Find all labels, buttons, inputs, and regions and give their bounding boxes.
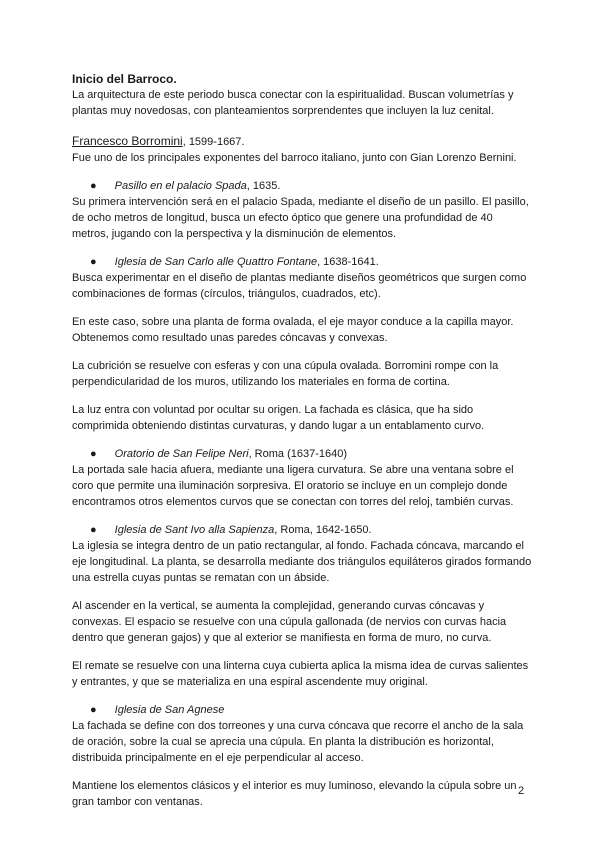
author-dates: , 1599-1667.	[182, 136, 245, 148]
bullet-icon: ●	[90, 524, 97, 536]
work-paragraph: La cubrición se resuelve con esferas y con una cúpula ovalada. Borromini rompe con la perpendicularidad de los muros, utilizando los materiales en forma de cortina.	[72, 360, 499, 388]
work-paragraph: Su primera intervención será en el palacio Spada, mediante el diseño de un pasillo. El pasillo, de ocho metros de longitud, busca un efecto óptico que genere una profundidad de 40 metros, jugando con la perspectiva y la disminución de elementos.	[72, 196, 529, 240]
author-line	[72, 133, 532, 150]
work-title: Iglesia de San Carlo alle Quattro Fontane	[114, 256, 318, 268]
work-details: , 1635.	[246, 180, 281, 192]
work-details: , Roma (1637-1640)	[248, 448, 348, 460]
page-number: 2	[518, 785, 525, 797]
section-heading: Inicio del Barroco.	[72, 72, 177, 86]
work-bullet-item	[72, 178, 532, 194]
bullet-icon: ●	[90, 180, 97, 192]
work-paragraph: En este caso, sobre una planta de forma ovalada, el eje mayor conduce a la capilla mayor. Obtenemos como resultado unas paredes cóncavas y convexas.	[72, 316, 514, 344]
work-paragraph: La iglesia se integra dentro de un patio rectangular, al fondo. Fachada cóncava, marcando el eje longitudinal. La planta, se desarrolla mediante dos triángulos equiláteros girados formando una estrella cuyas puntas se rematan con un ábside.	[72, 540, 532, 584]
work-title: Iglesia de Sant Ivo alla Sapienza	[114, 524, 275, 536]
author-name: Francesco Borromini	[72, 134, 183, 148]
document-page	[72, 71, 532, 822]
intro-paragraph: La arquitectura de este periodo busca conectar con la espiritualidad. Buscan volumetrías y plantas muy novedosas, con planteamientos sorprendentes que incluyen la luz cenital.	[72, 89, 514, 117]
work-title: Pasillo en el palacio Spada	[114, 180, 247, 192]
work-bullet-item	[72, 702, 532, 718]
work-paragraph: La luz entra con voluntad por ocultar su origen. La fachada es clásica, que ha sido comprimida obteniendo distintas curvaturas, y dando lugar a un entablamento curvo.	[72, 404, 485, 432]
work-details: , 1638-1641.	[317, 256, 379, 268]
work-paragraph: Mantiene los elementos clásicos y el interior es muy luminoso, elevando la cúpula sobre un gran tambor con ventanas.	[72, 780, 517, 808]
work-bullet-item	[72, 522, 532, 538]
work-title: Oratorio de San Felipe Neri	[114, 448, 249, 460]
work-paragraph: La fachada se define con dos torreones y una curva cóncava que recorre el ancho de la sala de oración, sobre la cual se aprecia una cúpula. En planta la distribución es horizontal, distribuida principalmente en el eje perpendicular al acceso.	[72, 720, 524, 764]
work-paragraph: La portada sale hacia afuera, mediante una ligera curvatura. Se abre una ventana sobre el coro que permite una iluminación sorpresiva. El oratorio se incluye en un complejo donde encontramos otros elementos curvos que se conectan con torres del reloj, también curvas.	[72, 464, 514, 508]
bullet-icon: ●	[90, 256, 97, 268]
bullet-icon: ●	[90, 448, 97, 460]
works-list	[72, 178, 532, 822]
work-title: Iglesia de San Agnese	[114, 704, 225, 716]
author-description: Fue uno de los principales exponentes del barroco italiano, junto con Gian Lorenzo Bernini.	[72, 152, 517, 164]
work-paragraph: Al ascender en la vertical, se aumenta la complejidad, generando curvas cóncavas y convexas. El espacio se resuelve con una cúpula gallonada (de nervios con curvas hacia dentro que generan gajos) y que al exterior se manifiesta en forma de muro, no curva.	[72, 600, 507, 644]
work-paragraph: Busca experimentar en el diseño de plantas mediante diseños geométricos que surgen como combinaciones de formas (círculos, triángulos, cuadrados, etc).	[72, 272, 527, 300]
work-paragraph: El remate se resuelve con una linterna cuya cubierta aplica la misma idea de curvas salientes y entrantes, y que se materializa en una espiral ascendente muy original.	[72, 660, 529, 688]
work-bullet-item	[72, 254, 532, 270]
work-bullet-item	[72, 446, 532, 462]
bullet-icon: ●	[90, 704, 97, 716]
work-details: , Roma, 1642-1650.	[274, 524, 372, 536]
